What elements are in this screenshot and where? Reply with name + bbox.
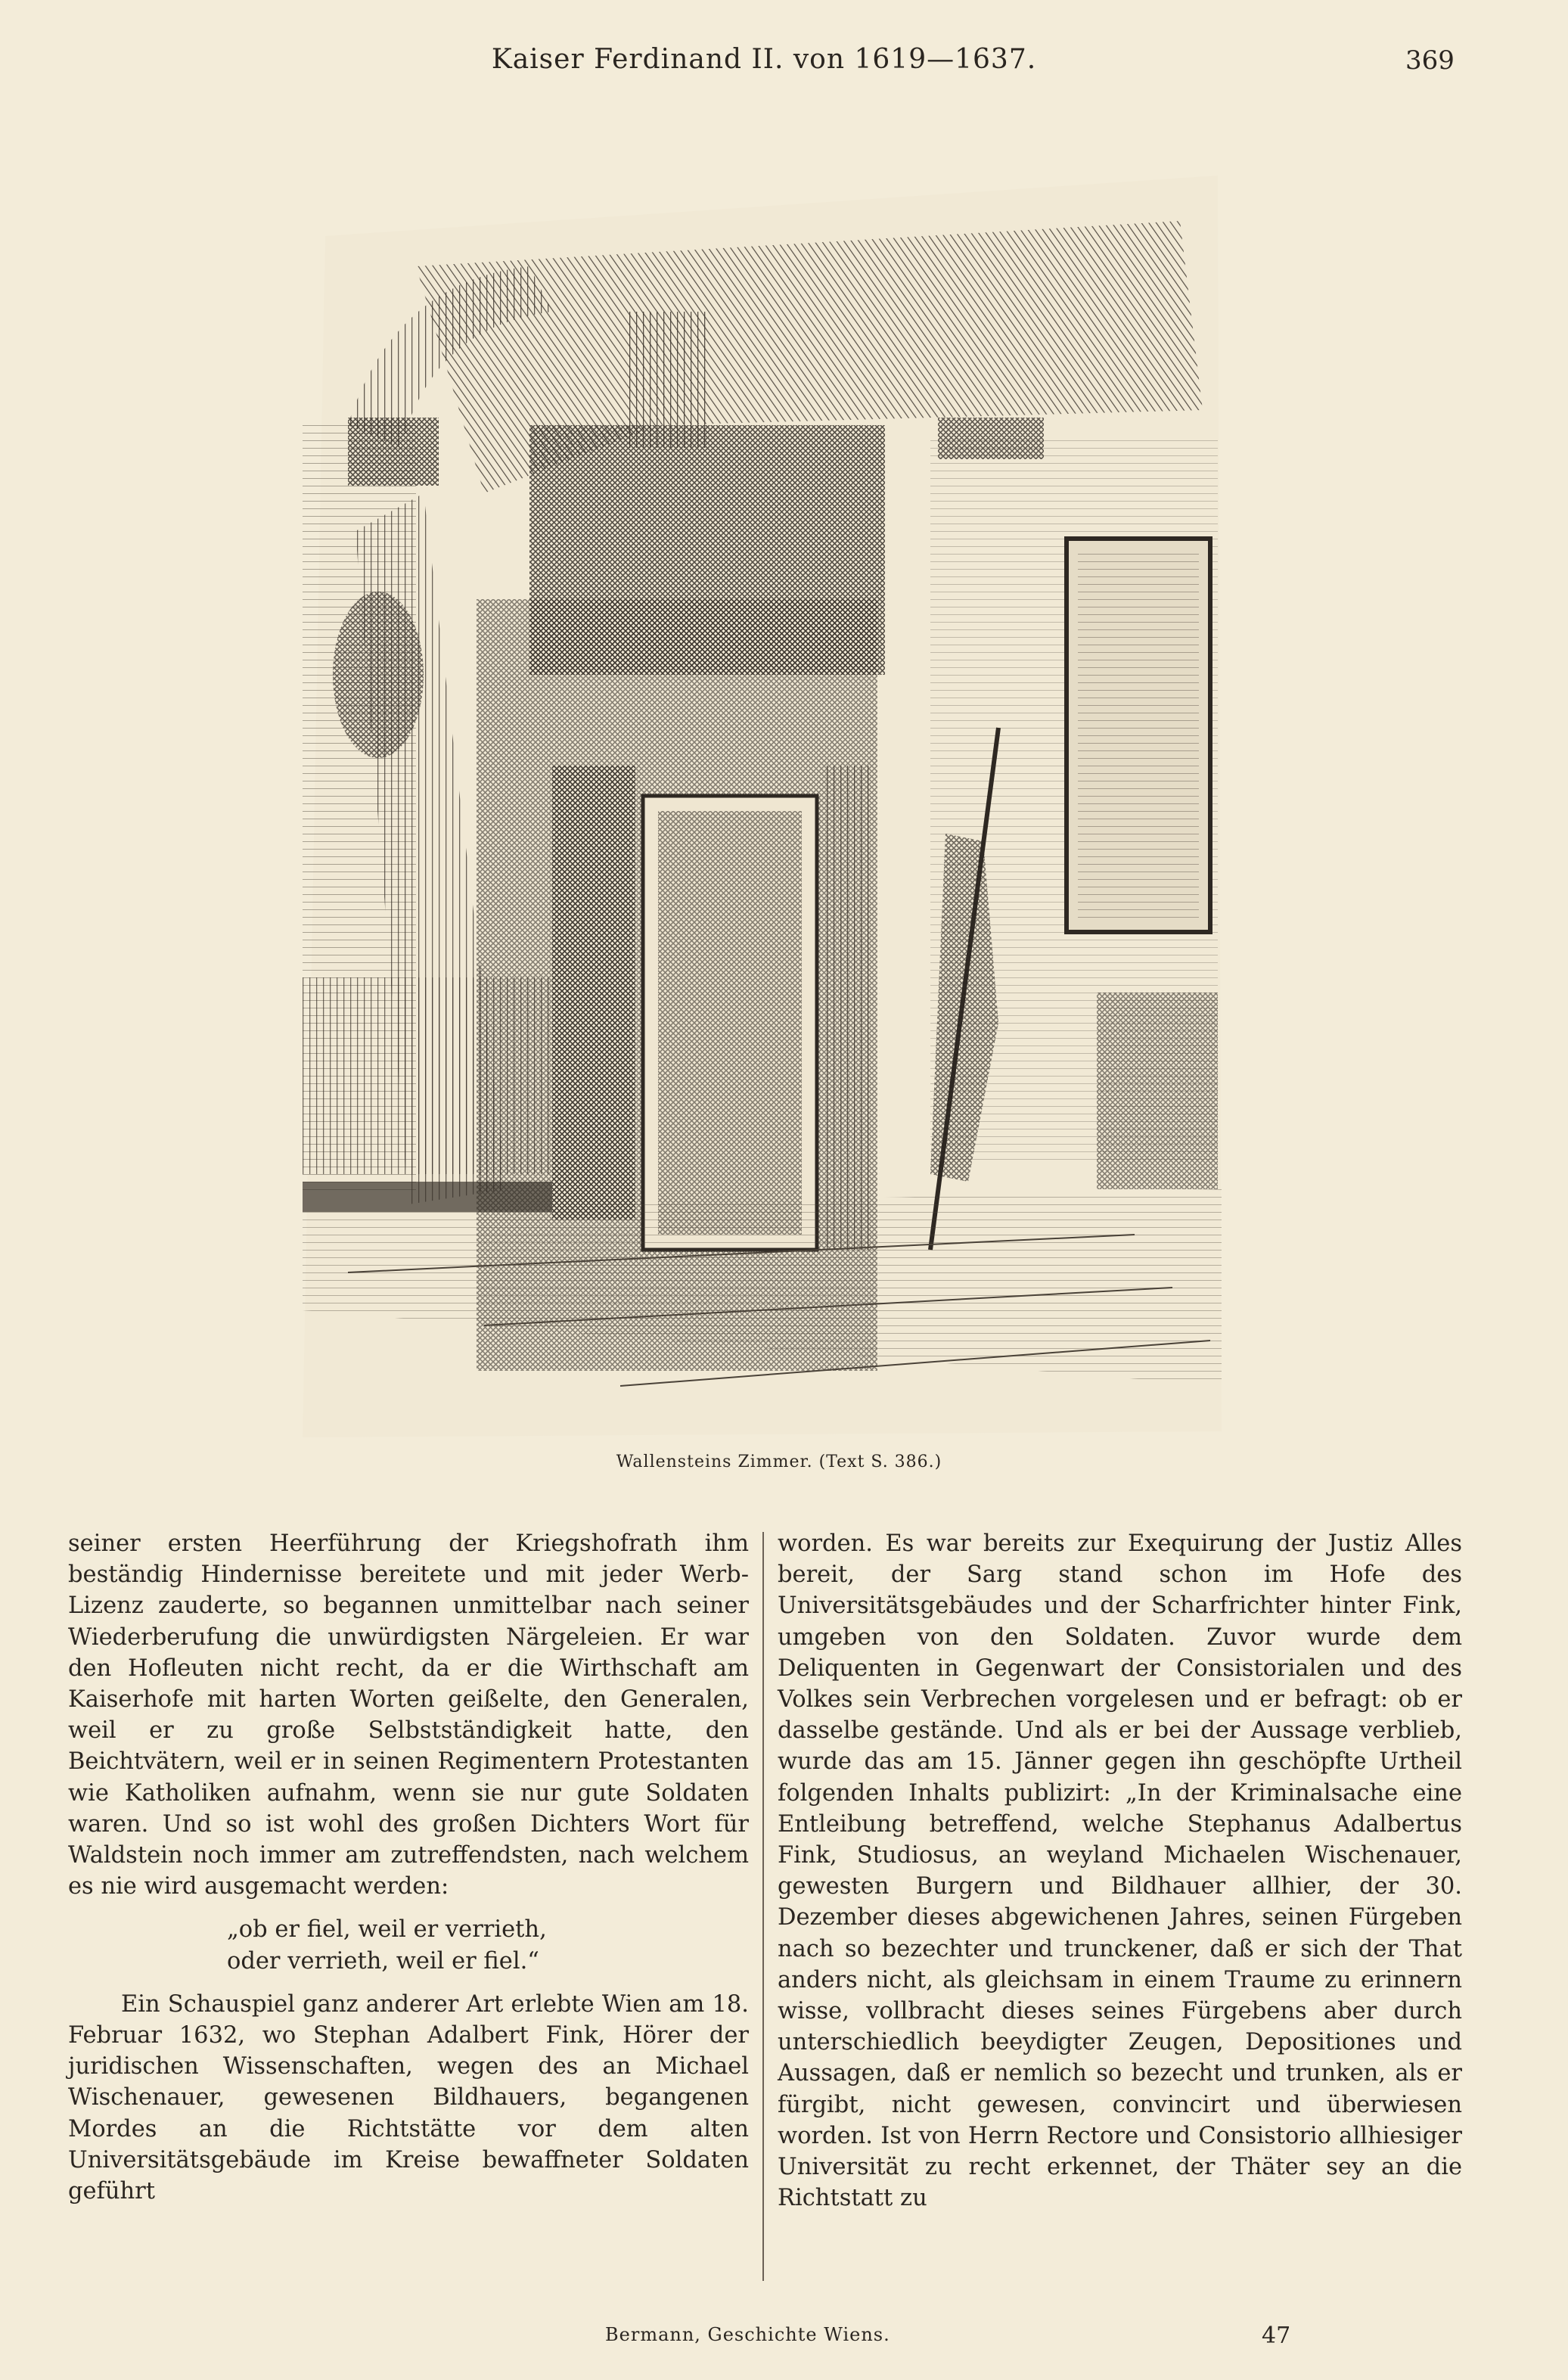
column-divider (762, 1532, 764, 2281)
right-column (778, 1528, 1462, 2214)
left-column (68, 1528, 749, 2207)
running-header: Kaiser Ferdinand II. von 1619—1637. (491, 44, 1037, 75)
footer-signature: Bermann, Geschichte Wiens. (605, 2324, 890, 2345)
verse-quote (227, 1914, 749, 1976)
paragraph: seiner ersten Heerführung der Kriegshofrath ihm beständig Hindernisse bereitete und mit jeder Werb-Lizenz zauderte, so begannen unmittelbar nach seiner Wiederberufung die unwürdigsten Närgeleien. Er war den Hofleuten nicht recht, da er die Wirthschaft am Kaiserhofe mit harten Worten geißelte, den Generalen, weil er zu große Selbstständigkeit hatte, den Beichtvätern, weil er in seinen Regimentern Protestanten wie Katholiken aufnahm, wenn sie nur gute Soldaten waren. Und so ist wohl des großen Dichters Wort für Waldstein noch immer am zutreffendsten, nach welchem es nie wird ausgemacht werden: (68, 1530, 749, 1900)
paragraph: Ein Schauspiel ganz anderer Art erlebte Wien am 18. Februar 1632, wo Stephan Adalbert Fink, Hörer der juridischen Wissenschaften, wegen des an Michael Wischenauer, gewesenen Bildhauers, begangenen Mordes an die Richtstätte vor dem alten Universitätsgebäude im Kreise bewaffneter Soldaten geführt (68, 1990, 749, 2205)
sheet-number: 47 (1262, 2323, 1291, 2349)
quote-line: „ob er fiel, weil er verrieth, (227, 1916, 547, 1943)
page-number: 369 (1405, 45, 1455, 76)
engraving-illustration (303, 176, 1222, 1437)
quote-line: oder verrieth, weil er fiel.“ (227, 1947, 539, 1975)
paragraph: worden. Es war bereits zur Exequirung der Justiz Alles bereit, der Sarg stand schon im Hofe des Universitätsgebäudes und der Scharfrichter hinter Fink, umgeben von den Soldaten. Zuvor wurde dem Deliquenten in Gegenwart der Consistorialen und des Volkes sein Verbrechen vorgelesen und er befragt: ob er dasselbe gestände. Und als er bei der Aussage verblieb, wurde das am 15. Jänner gegen ihn geschöpfte Urtheil folgenden Inhalts publizirt: „In der Kriminalsache eine Entleibung betreffend, welche Stephanus Adalbertus Fink, Studiosus, an weyland Michaelen Wischenauer, gewesten Burgern und Bildhauer allhier, der 30. Dezember dieses abgewichenen Jahres, seinen Fürgeben nach so bezechter und trunckener, daß er sich der That anders nicht, als gleichsam in einem Traume zu erinnern wisse, vollbracht dieses seines Fürgebens aber durch unterschiedlich beeydigter Zeugen, Depositiones und Aussagen, daß er nemlich so bezecht und trunken, als er fürgibt, nicht gewesen, convincirt und überwiesen worden. Ist von Herrn Rectore und Consistorio allhiesiger Universität zu recht erkennet, der Thäter sey an die Richtstatt zu (778, 1530, 1462, 2212)
figure-caption: Wallensteins Zimmer. (Text S. 386.) (616, 1453, 942, 1471)
